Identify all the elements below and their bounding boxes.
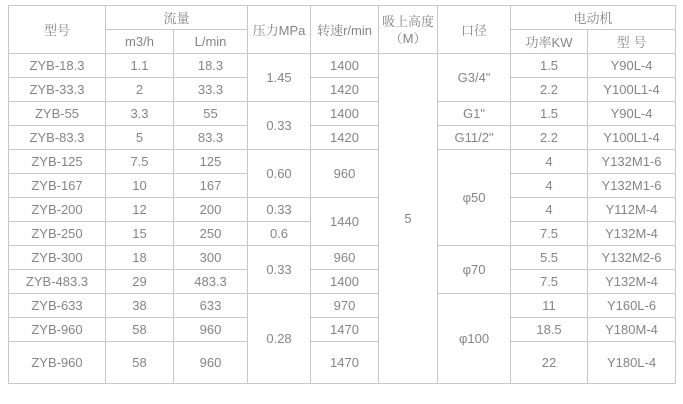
cell-motor-power: 5.5 [511,246,588,270]
table-row [9,270,676,294]
cell-flow-lmin: 33.3 [174,78,248,102]
table-row [9,54,676,78]
cell-speed: 1420 [311,78,379,102]
cell-motor-model: Y90L-4 [588,54,676,78]
cell-motor-power: 4 [511,198,588,222]
cell-flow-m3h: 12 [106,198,174,222]
cell-pressure: 0.33 [248,246,311,294]
cell-motor-model: Y132M-4 [588,270,676,294]
header-model: 型号 [9,6,106,54]
cell-motor-power: 1.5 [511,54,588,78]
cell-caliber: φ70 [438,246,511,294]
cell-motor-model: Y132M-4 [588,222,676,246]
cell-speed: 1400 [311,270,379,294]
cell-flow-lmin: 960 [174,342,248,384]
cell-speed: 1440 [311,198,379,246]
header-caliber: 口径 [438,6,511,54]
header-suction-line1: 吸上高度 [382,13,435,29]
cell-motor-model: Y90L-4 [588,102,676,126]
header-motor-power: 功率KW [511,30,588,54]
cell-motor-power: 1.5 [511,102,588,126]
cell-flow-m3h: 38 [106,294,174,318]
cell-flow-lmin: 125 [174,150,248,174]
cell-speed: 1470 [311,342,379,384]
cell-speed: 960 [311,246,379,270]
table-row [9,294,676,318]
cell-motor-power: 11 [511,294,588,318]
cell-flow-m3h: 29 [106,270,174,294]
cell-speed: 970 [311,294,379,318]
cell-motor-model: Y180M-4 [588,318,676,342]
cell-flow-lmin: 300 [174,246,248,270]
cell-model: ZYB-83.3 [9,126,106,150]
cell-model: ZYB-633 [9,294,106,318]
cell-flow-lmin: 55 [174,102,248,126]
table-row [9,318,676,342]
cell-flow-lmin: 83.3 [174,126,248,150]
cell-motor-model: Y100L1-4 [588,126,676,150]
cell-flow-m3h: 1.1 [106,54,174,78]
cell-motor-power: 2.2 [511,78,588,102]
cell-flow-m3h: 58 [106,318,174,342]
cell-motor-model: Y132M1-6 [588,174,676,198]
table-row [9,342,676,384]
cell-pressure: 0.28 [248,294,311,384]
cell-flow-m3h: 5 [106,126,174,150]
cell-motor-power: 2.2 [511,126,588,150]
header-flow-lmin: L/min [174,30,248,54]
cell-caliber: φ50 [438,150,511,246]
cell-model: ZYB-300 [9,246,106,270]
cell-caliber: φ100 [438,294,511,384]
cell-caliber: G3/4" [438,54,511,102]
cell-model: ZYB-167 [9,174,106,198]
cell-speed: 1400 [311,54,379,78]
header-flow: 流量 [106,6,248,30]
cell-pressure: 0.60 [248,150,311,198]
cell-model: ZYB-33.3 [9,78,106,102]
cell-motor-power: 7.5 [511,222,588,246]
cell-model: ZYB-55 [9,102,106,126]
cell-motor-power: 18.5 [511,318,588,342]
table-row [9,126,676,150]
cell-model: ZYB-18.3 [9,54,106,78]
cell-model: ZYB-250 [9,222,106,246]
header-motor: 电动机 [511,6,676,30]
cell-pressure: 0.6 [248,222,311,246]
cell-motor-model: Y100L1-4 [588,78,676,102]
header-suction-line2: （M） [389,30,427,46]
table-row [9,198,676,222]
cell-motor-model: Y180L-4 [588,342,676,384]
cell-flow-m3h: 10 [106,174,174,198]
cell-model: ZYB-960 [9,318,106,342]
cell-pressure: 1.45 [248,54,311,102]
cell-motor-power: 7.5 [511,270,588,294]
table-row [9,78,676,102]
cell-motor-model: Y132M2-6 [588,246,676,270]
cell-flow-lmin: 633 [174,294,248,318]
cell-flow-lmin: 167 [174,174,248,198]
cell-flow-m3h: 3.3 [106,102,174,126]
cell-speed: 1420 [311,126,379,150]
cell-speed: 1470 [311,318,379,342]
cell-pressure: 0.33 [248,102,311,150]
cell-flow-m3h: 58 [106,342,174,384]
cell-suction-height: 5 [379,54,438,384]
header-speed: 转速r/min [311,6,379,54]
cell-model: ZYB-483.3 [9,270,106,294]
cell-motor-power: 4 [511,174,588,198]
cell-motor-power: 4 [511,150,588,174]
cell-model: ZYB-960 [9,342,106,384]
cell-motor-model: Y112M-4 [588,198,676,222]
cell-flow-lmin: 483.3 [174,270,248,294]
header-suction-height [379,6,438,54]
cell-pressure: 0.33 [248,198,311,222]
cell-flow-m3h: 18 [106,246,174,270]
cell-speed: 1400 [311,102,379,126]
table-row [9,246,676,270]
cell-caliber: G11/2" [438,126,511,150]
cell-model: ZYB-125 [9,150,106,174]
cell-caliber: G1" [438,102,511,126]
cell-flow-lmin: 18.3 [174,54,248,78]
cell-flow-lmin: 960 [174,318,248,342]
cell-motor-model: Y160L-6 [588,294,676,318]
header-pressure: 压力MPa [248,6,311,54]
cell-flow-lmin: 200 [174,198,248,222]
cell-motor-model: Y132M1-6 [588,150,676,174]
cell-motor-power: 22 [511,342,588,384]
header-motor-model: 型 号 [588,30,676,54]
table-row [9,150,676,174]
header-flow-m3h: m3/h [106,30,174,54]
cell-flow-m3h: 15 [106,222,174,246]
cell-speed: 960 [311,150,379,198]
pump-spec-table [8,5,676,384]
table-row [9,102,676,126]
cell-flow-lmin: 250 [174,222,248,246]
cell-flow-m3h: 2 [106,78,174,102]
cell-model: ZYB-200 [9,198,106,222]
cell-flow-m3h: 7.5 [106,150,174,174]
